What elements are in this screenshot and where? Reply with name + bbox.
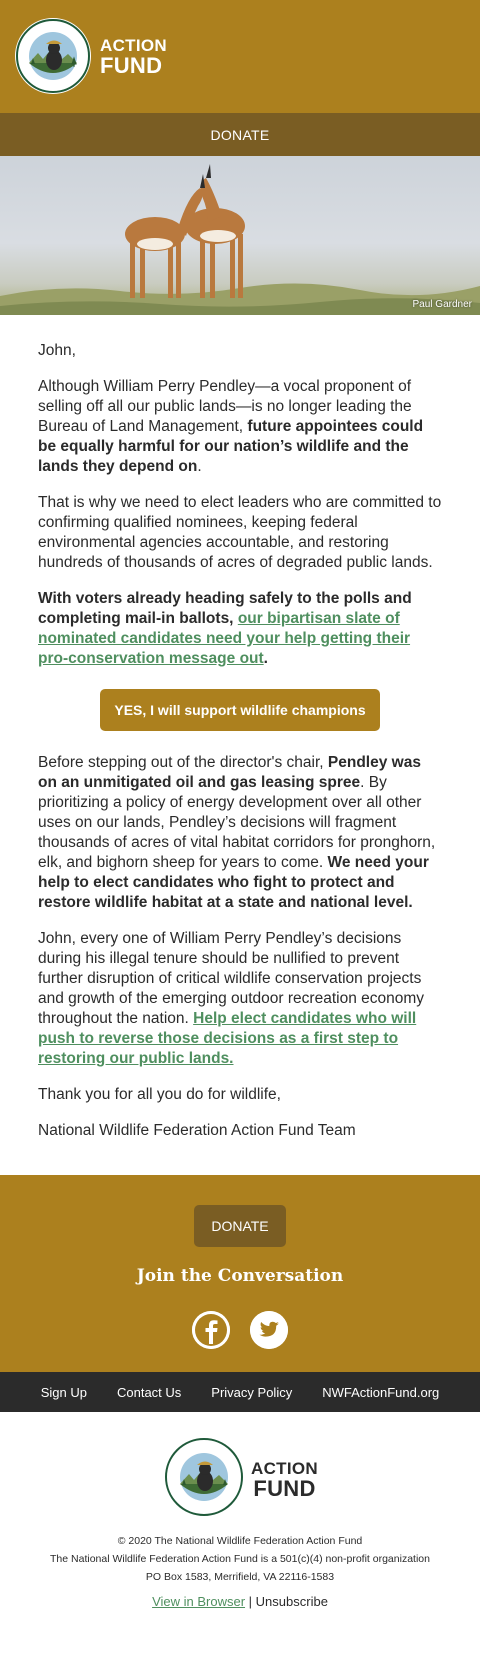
closing-line: Thank you for all you do for wildlife,	[38, 1086, 281, 1103]
address-text: PO Box 1583, Merrifield, VA 22116-1583	[145, 1571, 335, 1583]
candidates-link[interactable]: our bipartisan slate of nominated candidates need your help getting their pro-conservation message out	[38, 610, 411, 667]
legal-text	[0, 1532, 480, 1586]
photo-credit: Paul Gardner	[412, 299, 472, 310]
legal-section	[0, 1412, 480, 1629]
paragraph-2: That is why we need to elect leaders who are committed to confirming qualified nominees, keeping federal environmental agencies accountable, and restoring hundreds of thousands of acres of degraded public lands.	[38, 494, 442, 571]
paragraph-5: John, every one of William Perry Pendley’s decisions during his illegal tenure should be nullified to prevent further disruption of critical wildlife conservation projects and growth of the emerging outdoor recreation economy throughout the nation. Help elect candidates who will push to reverse those decisions as a first step to restoring our public lands.	[38, 930, 425, 1067]
footer-logo[interactable]	[165, 1438, 318, 1518]
org-status-text: The National Wildlife Federation Action Fund is a 501(c)(4) non-profit organization	[50, 1553, 430, 1565]
browser-unsubscribe-row	[0, 1594, 480, 1629]
twitter-icon[interactable]	[250, 1311, 288, 1349]
cta-wrapper	[38, 689, 442, 731]
logo-wordmark	[100, 37, 167, 77]
nwf-seal-icon	[14, 17, 92, 95]
link-separator: |	[248, 1594, 253, 1609]
facebook-icon[interactable]	[192, 1311, 230, 1349]
logo-wordmark	[251, 1460, 318, 1500]
support-wildlife-button[interactable]: YES, I will support wildlife champions	[100, 689, 380, 731]
paragraph-1-emphasis: future appointees could be equally harmful for our nation’s wildlife and the lands they depend on	[38, 418, 424, 475]
header-donate-bar	[0, 113, 480, 156]
unsubscribe-link[interactable]: Unsubscribe	[255, 1594, 328, 1609]
copyright-text: © 2020 The National Wildlife Federation Action Fund	[117, 1535, 363, 1547]
logo-action-text: ACTION	[100, 36, 167, 55]
nwf-seal-icon	[165, 1438, 243, 1516]
view-in-browser-link[interactable]: View in Browser	[152, 1594, 246, 1609]
footer-donate-button[interactable]: DONATE	[194, 1205, 286, 1247]
logo-fund-text: FUND	[100, 53, 163, 78]
paragraph-3: With voters already heading safely to the polls and completing mail-in ballots, our bipartisan slate of nominated candidates need your help getting their pro-conservation message out.	[38, 590, 412, 667]
header-donate-link[interactable]: DONATE	[210, 126, 270, 143]
logo-action-text: ACTION	[251, 1459, 318, 1478]
contact-us-link[interactable]: Contact Us	[116, 1384, 182, 1400]
email-footer	[0, 1175, 480, 1372]
pronghorn-illustration	[0, 156, 480, 315]
privacy-policy-link[interactable]: Privacy Policy	[211, 1384, 293, 1400]
logo-fund-text: FUND	[253, 1476, 316, 1501]
social-icons	[0, 1311, 480, 1349]
action-fund-logo[interactable]	[14, 17, 167, 95]
join-conversation-title: Join the Conversation	[136, 1266, 344, 1286]
hero-image	[0, 156, 480, 315]
greeting: John,	[38, 342, 76, 359]
signature: National Wildlife Federation Action Fund Team	[38, 1122, 356, 1139]
sign-up-link[interactable]: Sign Up	[40, 1384, 87, 1400]
paragraph-1: Although William Perry Pendley—a vocal proponent of selling off all our public lands—is no longer leading the Bureau of Land Management, future appointees could be equally harmful for our nation’s wildlife and the lands they depend on.	[38, 378, 424, 475]
help-elect-link[interactable]: Help elect candidates who will push to reverse those decisions as a first step to restoring our public lands.	[38, 1010, 417, 1067]
email-header	[0, 0, 480, 113]
footer-links-bar	[0, 1372, 480, 1412]
nwf-action-fund-link[interactable]: NWFActionFund.org	[322, 1384, 440, 1400]
paragraph-4: Before stepping out of the director's chair, Pendley was on an unmitigated oil and gas leasing spree. By prioritizing a policy of energy development over all other uses on our lands, Pendley’s decisions will fragment thousands of acres of vital habitat corridors for pronghorn, elk, and bighorn sheep for years to come. We need your help to elect candidates who fight to protect and restore wildlife habitat at a state and national level.	[38, 754, 436, 911]
email-body	[0, 315, 480, 1141]
